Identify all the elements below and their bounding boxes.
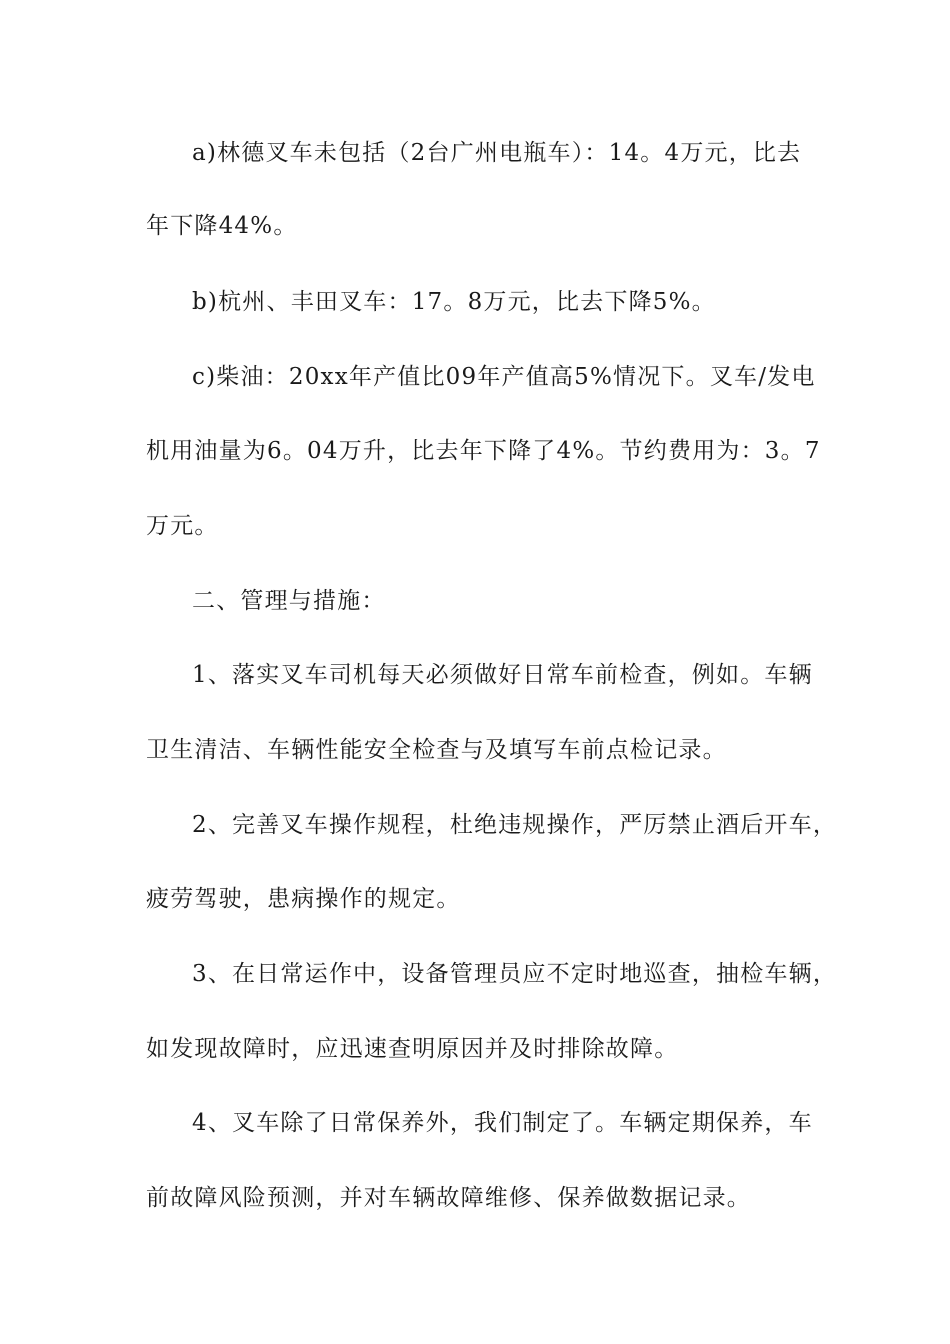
item-1-line-1: 1、落实叉车司机每天必须做好日常车前检查，例如。车辆	[192, 662, 813, 688]
paragraph-b-line-1: b)杭州、丰田叉车：17。8万元，比去下降5%。	[192, 289, 716, 315]
item-3-line-2: 如发现故障时，应迅速查明原因并及时排除故障。	[146, 1036, 679, 1062]
item-3-line-1: 3、在日常运作中，设备管理员应不定时地巡查，抽检车辆，	[192, 961, 838, 987]
paragraph-c-line-3: 万元。	[146, 513, 219, 539]
paragraph-c-line-2: 机用油量为6。04万升，比去年下降了4%。节约费用为：3。7	[146, 438, 821, 464]
paragraph-a-line-2: 年下降44%。	[146, 213, 298, 239]
paragraph-a-line-1: a)林德叉车未包括（2台广州电瓶车）：14。4万元，比去	[192, 140, 802, 166]
item-1-line-2: 卫生清洁、车辆性能安全检查与及填写车前点检记录。	[146, 737, 727, 763]
paragraph-c-line-1: c)柴油：20xx年产值比09年产值高5%情况下。叉车/发电	[192, 364, 816, 390]
item-4-line-1: 4、叉车除了日常保养外，我们制定了。车辆定期保养，车	[192, 1110, 813, 1136]
item-2-line-1: 2、完善叉车操作规程，杜绝违规操作，严厉禁止酒后开车，	[192, 812, 838, 838]
item-2-line-2: 疲劳驾驶，患病操作的规定。	[146, 886, 461, 912]
section-heading: 二、管理与措施：	[192, 588, 386, 614]
item-4-line-2: 前故障风险预测，并对车辆故障维修、保养做数据记录。	[146, 1185, 751, 1211]
